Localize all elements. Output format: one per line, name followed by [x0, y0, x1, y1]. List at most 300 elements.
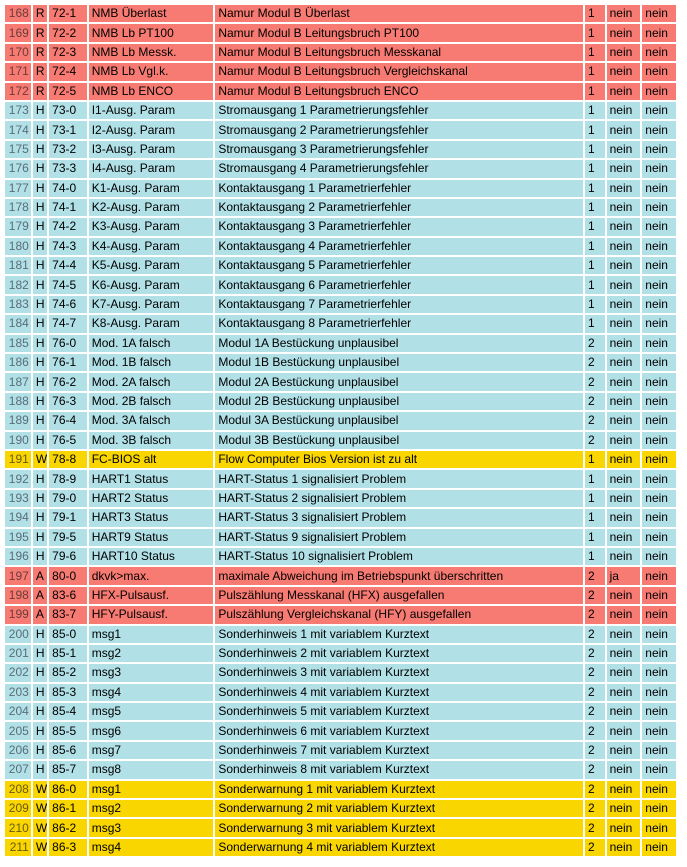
table-row	[5, 160, 676, 177]
flag-1: nein	[607, 24, 641, 41]
short-text: K1-Ausg. Param	[89, 180, 214, 197]
short-text: K4-Ausg. Param	[89, 238, 214, 255]
description: Sonderwarnung 2 mit variablem Kurztext	[215, 800, 583, 817]
row-number: 188	[5, 393, 31, 410]
event-code: 72-4	[49, 63, 87, 80]
short-text: NMB Lb Messk.	[89, 44, 214, 61]
table-row	[5, 63, 676, 80]
description: HART-Status 10 signalisiert Problem	[215, 548, 583, 565]
flag-2: nein	[642, 24, 676, 41]
flag-2: nein	[642, 470, 676, 487]
description: HART-Status 2 signalisiert Problem	[215, 490, 583, 507]
table-row	[5, 121, 676, 138]
flag-2: nein	[642, 567, 676, 584]
priority: 2	[585, 742, 605, 759]
priority: 2	[585, 412, 605, 429]
flag-2: nein	[642, 393, 676, 410]
event-code: 83-7	[49, 606, 87, 623]
description: Kontaktausgang 4 Parametrierfehler	[215, 238, 583, 255]
flag-2: nein	[642, 354, 676, 371]
event-type: H	[33, 664, 47, 681]
table-row	[5, 44, 676, 61]
flag-1: nein	[607, 839, 641, 856]
row-number: 186	[5, 354, 31, 371]
table-row	[5, 276, 676, 293]
flag-2: nein	[642, 276, 676, 293]
event-code: 85-3	[49, 684, 87, 701]
flag-2: nein	[642, 257, 676, 274]
flag-1: nein	[607, 781, 641, 798]
short-text: HART2 Status	[89, 490, 214, 507]
priority: 1	[585, 121, 605, 138]
flag-2: nein	[642, 5, 676, 22]
event-code: 72-2	[49, 24, 87, 41]
flag-2: nein	[642, 509, 676, 526]
description: Modul 3B Bestückung unplausibel	[215, 432, 583, 449]
description: Kontaktausgang 2 Parametrierfehler	[215, 199, 583, 216]
short-text: K8-Ausg. Param	[89, 315, 214, 332]
event-code: 74-0	[49, 180, 87, 197]
table-row	[5, 819, 676, 836]
event-type: H	[33, 354, 47, 371]
flag-1: nein	[607, 393, 641, 410]
short-text: msg4	[89, 839, 214, 856]
flag-1: nein	[607, 509, 641, 526]
flag-1: nein	[607, 529, 641, 546]
priority: 2	[585, 761, 605, 778]
event-type: H	[33, 548, 47, 565]
short-text: K5-Ausg. Param	[89, 257, 214, 274]
table-row	[5, 5, 676, 22]
flag-1: nein	[607, 141, 641, 158]
row-number: 176	[5, 160, 31, 177]
short-text: Mod. 2B falsch	[89, 393, 214, 410]
description: Namur Modul B Überlast	[215, 5, 583, 22]
table-row	[5, 141, 676, 158]
table-row	[5, 722, 676, 739]
description: Kontaktausgang 8 Parametrierfehler	[215, 315, 583, 332]
row-number: 206	[5, 742, 31, 759]
event-code: 73-1	[49, 121, 87, 138]
event-code: 79-1	[49, 509, 87, 526]
row-number: 184	[5, 315, 31, 332]
description: Sonderhinweis 7 mit variablem Kurztext	[215, 742, 583, 759]
event-type: H	[33, 180, 47, 197]
priority: 2	[585, 393, 605, 410]
flag-2: nein	[642, 238, 676, 255]
priority: 2	[585, 373, 605, 390]
event-code: 74-7	[49, 315, 87, 332]
description: Sonderhinweis 3 mit variablem Kurztext	[215, 664, 583, 681]
event-type: R	[33, 83, 47, 100]
flag-2: nein	[642, 606, 676, 623]
event-code: 76-2	[49, 373, 87, 390]
table-row	[5, 199, 676, 216]
priority: 2	[585, 839, 605, 856]
row-number: 193	[5, 490, 31, 507]
flag-1: nein	[607, 121, 641, 138]
event-code: 74-3	[49, 238, 87, 255]
description: Sonderhinweis 6 mit variablem Kurztext	[215, 722, 583, 739]
short-text: K3-Ausg. Param	[89, 218, 214, 235]
event-type: H	[33, 199, 47, 216]
row-number: 170	[5, 44, 31, 61]
flag-2: nein	[642, 44, 676, 61]
flag-1: nein	[607, 819, 641, 836]
priority: 1	[585, 141, 605, 158]
event-code: 78-9	[49, 470, 87, 487]
table-row	[5, 529, 676, 546]
table-row	[5, 238, 676, 255]
priority: 1	[585, 315, 605, 332]
priority: 1	[585, 451, 605, 468]
priority: 2	[585, 703, 605, 720]
row-number: 177	[5, 180, 31, 197]
flag-2: nein	[642, 800, 676, 817]
event-code: 85-1	[49, 645, 87, 662]
short-text: Mod. 3A falsch	[89, 412, 214, 429]
table-row	[5, 664, 676, 681]
event-code: 76-0	[49, 335, 87, 352]
short-text: Mod. 3B falsch	[89, 432, 214, 449]
flag-2: nein	[642, 722, 676, 739]
row-number: 185	[5, 335, 31, 352]
row-number: 194	[5, 509, 31, 526]
event-type: H	[33, 684, 47, 701]
description: Kontaktausgang 5 Parametrierfehler	[215, 257, 583, 274]
event-type: H	[33, 102, 47, 119]
priority: 1	[585, 5, 605, 22]
flag-1: nein	[607, 335, 641, 352]
description: Sonderwarnung 3 mit variablem Kurztext	[215, 819, 583, 836]
event-type: H	[33, 238, 47, 255]
event-code: 85-4	[49, 703, 87, 720]
flag-2: nein	[642, 180, 676, 197]
row-number: 187	[5, 373, 31, 390]
priority: 2	[585, 354, 605, 371]
flag-1: nein	[607, 548, 641, 565]
event-type: A	[33, 587, 47, 604]
event-type: H	[33, 257, 47, 274]
event-code: 86-2	[49, 819, 87, 836]
short-text: K7-Ausg. Param	[89, 296, 214, 313]
row-number: 197	[5, 567, 31, 584]
short-text: I1-Ausg. Param	[89, 102, 214, 119]
flag-2: nein	[642, 121, 676, 138]
event-code: 85-7	[49, 761, 87, 778]
short-text: NMB Überlast	[89, 5, 214, 22]
event-type: W	[33, 839, 47, 856]
table-row	[5, 257, 676, 274]
flag-2: nein	[642, 664, 676, 681]
event-type: H	[33, 315, 47, 332]
short-text: msg2	[89, 645, 214, 662]
short-text: K2-Ausg. Param	[89, 199, 214, 216]
priority: 1	[585, 102, 605, 119]
description: Modul 2A Bestückung unplausibel	[215, 373, 583, 390]
flag-2: nein	[642, 63, 676, 80]
description: Sonderwarnung 1 mit variablem Kurztext	[215, 781, 583, 798]
event-code: 73-0	[49, 102, 87, 119]
flag-1: nein	[607, 664, 641, 681]
event-type: H	[33, 703, 47, 720]
description: Flow Computer Bios Version ist zu alt	[215, 451, 583, 468]
flag-2: nein	[642, 761, 676, 778]
row-number: 207	[5, 761, 31, 778]
flag-1: nein	[607, 645, 641, 662]
flag-2: nein	[642, 529, 676, 546]
event-code: 74-1	[49, 199, 87, 216]
short-text: HART1 Status	[89, 470, 214, 487]
priority: 1	[585, 296, 605, 313]
flag-1: nein	[607, 800, 641, 817]
priority: 2	[585, 684, 605, 701]
event-type: H	[33, 121, 47, 138]
event-type: A	[33, 567, 47, 584]
short-text: I3-Ausg. Param	[89, 141, 214, 158]
row-number: 189	[5, 412, 31, 429]
flag-2: nein	[642, 645, 676, 662]
row-number: 179	[5, 218, 31, 235]
event-type: H	[33, 432, 47, 449]
flag-2: nein	[642, 839, 676, 856]
event-type: R	[33, 5, 47, 22]
priority: 2	[585, 587, 605, 604]
event-rows	[5, 5, 676, 856]
flag-2: nein	[642, 315, 676, 332]
row-number: 209	[5, 800, 31, 817]
event-code: 76-5	[49, 432, 87, 449]
flag-2: nein	[642, 781, 676, 798]
flag-1: nein	[607, 218, 641, 235]
short-text: K6-Ausg. Param	[89, 276, 214, 293]
short-text: msg4	[89, 684, 214, 701]
table-row	[5, 781, 676, 798]
short-text: msg8	[89, 761, 214, 778]
table-row	[5, 684, 676, 701]
event-type: H	[33, 218, 47, 235]
event-type: H	[33, 412, 47, 429]
event-type: H	[33, 335, 47, 352]
description: Namur Modul B Leitungsbruch Vergleichskanal	[215, 63, 583, 80]
flag-1: nein	[607, 199, 641, 216]
flag-2: nein	[642, 703, 676, 720]
short-text: NMB Lb ENCO	[89, 83, 214, 100]
priority: 1	[585, 160, 605, 177]
event-type: H	[33, 160, 47, 177]
description: Modul 2B Bestückung unplausibel	[215, 393, 583, 410]
description: Namur Modul B Leitungsbruch ENCO	[215, 83, 583, 100]
flag-1: nein	[607, 180, 641, 197]
event-type: R	[33, 63, 47, 80]
priority: 2	[585, 645, 605, 662]
flag-2: nein	[642, 432, 676, 449]
event-code: 72-1	[49, 5, 87, 22]
row-number: 192	[5, 470, 31, 487]
row-number: 168	[5, 5, 31, 22]
flag-1: nein	[607, 587, 641, 604]
flag-2: nein	[642, 83, 676, 100]
event-type: H	[33, 722, 47, 739]
table-row	[5, 451, 676, 468]
event-type: H	[33, 276, 47, 293]
priority: 1	[585, 490, 605, 507]
table-row	[5, 335, 676, 352]
row-number: 181	[5, 257, 31, 274]
event-code: 79-5	[49, 529, 87, 546]
flag-2: nein	[642, 199, 676, 216]
row-number: 172	[5, 83, 31, 100]
table-row	[5, 24, 676, 41]
event-type: H	[33, 742, 47, 759]
event-type: H	[33, 373, 47, 390]
event-type: H	[33, 490, 47, 507]
table-row	[5, 800, 676, 817]
priority: 2	[585, 664, 605, 681]
short-text: msg6	[89, 722, 214, 739]
description: Pulszählung Vergleichskanal (HFY) ausgefallen	[215, 606, 583, 623]
event-code: 72-3	[49, 44, 87, 61]
flag-1: nein	[607, 315, 641, 332]
table-row	[5, 587, 676, 604]
short-text: HFX-Pulsausf.	[89, 587, 214, 604]
flag-2: nein	[642, 296, 676, 313]
flag-2: nein	[642, 335, 676, 352]
table-row	[5, 626, 676, 643]
table-row	[5, 393, 676, 410]
event-code: 76-3	[49, 393, 87, 410]
flag-2: nein	[642, 684, 676, 701]
row-number: 211	[5, 839, 31, 856]
flag-1: nein	[607, 238, 641, 255]
row-number: 173	[5, 102, 31, 119]
short-text: FC-BIOS alt	[89, 451, 214, 468]
row-number: 204	[5, 703, 31, 720]
table-row	[5, 102, 676, 119]
flag-1: nein	[607, 470, 641, 487]
description: Kontaktausgang 6 Parametrierfehler	[215, 276, 583, 293]
priority: 1	[585, 509, 605, 526]
priority: 1	[585, 199, 605, 216]
priority: 1	[585, 470, 605, 487]
flag-1: nein	[607, 432, 641, 449]
priority: 1	[585, 276, 605, 293]
row-number: 180	[5, 238, 31, 255]
flag-1: nein	[607, 703, 641, 720]
table-row	[5, 490, 676, 507]
event-code: 85-6	[49, 742, 87, 759]
event-code: 80-0	[49, 567, 87, 584]
table-row	[5, 412, 676, 429]
row-number: 191	[5, 451, 31, 468]
description: Modul 1A Bestückung unplausibel	[215, 335, 583, 352]
short-text: HART3 Status	[89, 509, 214, 526]
description: Namur Modul B Leitungsbruch Messkanal	[215, 44, 583, 61]
table-row	[5, 548, 676, 565]
event-code: 79-6	[49, 548, 87, 565]
flag-1: nein	[607, 354, 641, 371]
flag-2: nein	[642, 548, 676, 565]
flag-2: nein	[642, 587, 676, 604]
event-type: H	[33, 470, 47, 487]
priority: 1	[585, 180, 605, 197]
short-text: msg1	[89, 781, 214, 798]
flag-1: nein	[607, 606, 641, 623]
flag-1: ja	[607, 567, 641, 584]
description: HART-Status 1 signalisiert Problem	[215, 470, 583, 487]
priority: 2	[585, 335, 605, 352]
row-number: 183	[5, 296, 31, 313]
description: Sonderhinweis 1 mit variablem Kurztext	[215, 626, 583, 643]
table-row	[5, 470, 676, 487]
row-number: 190	[5, 432, 31, 449]
flag-2: nein	[642, 626, 676, 643]
flag-2: nein	[642, 218, 676, 235]
event-code: 78-8	[49, 451, 87, 468]
event-type: W	[33, 451, 47, 468]
flag-2: nein	[642, 490, 676, 507]
row-number: 175	[5, 141, 31, 158]
short-text: msg3	[89, 819, 214, 836]
flag-1: nein	[607, 761, 641, 778]
short-text: msg2	[89, 800, 214, 817]
description: Sonderhinweis 2 mit variablem Kurztext	[215, 645, 583, 662]
priority: 2	[585, 606, 605, 623]
priority: 2	[585, 626, 605, 643]
row-number: 178	[5, 199, 31, 216]
event-type: H	[33, 626, 47, 643]
flag-1: nein	[607, 626, 641, 643]
flag-2: nein	[642, 451, 676, 468]
flag-1: nein	[607, 63, 641, 80]
event-type: H	[33, 296, 47, 313]
flag-1: nein	[607, 44, 641, 61]
event-table	[3, 3, 678, 858]
short-text: msg5	[89, 703, 214, 720]
row-number: 198	[5, 587, 31, 604]
row-number: 169	[5, 24, 31, 41]
event-code: 85-5	[49, 722, 87, 739]
priority: 1	[585, 218, 605, 235]
description: Kontaktausgang 1 Parametrierfehler	[215, 180, 583, 197]
description: HART-Status 9 signalisiert Problem	[215, 529, 583, 546]
flag-1: nein	[607, 684, 641, 701]
table-row	[5, 218, 676, 235]
event-code: 86-3	[49, 839, 87, 856]
description: Sonderhinweis 5 mit variablem Kurztext	[215, 703, 583, 720]
short-text: Mod. 1A falsch	[89, 335, 214, 352]
flag-1: nein	[607, 373, 641, 390]
event-code: 73-2	[49, 141, 87, 158]
priority: 1	[585, 548, 605, 565]
flag-2: nein	[642, 141, 676, 158]
event-code: 74-6	[49, 296, 87, 313]
priority: 2	[585, 819, 605, 836]
event-type: W	[33, 800, 47, 817]
description: Modul 3A Bestückung unplausibel	[215, 412, 583, 429]
table-row	[5, 606, 676, 623]
priority: 2	[585, 432, 605, 449]
short-text: Mod. 2A falsch	[89, 373, 214, 390]
row-number: 195	[5, 529, 31, 546]
event-type: H	[33, 529, 47, 546]
priority: 1	[585, 44, 605, 61]
description: Stromausgang 3 Parametrierungsfehler	[215, 141, 583, 158]
event-type: H	[33, 393, 47, 410]
flag-1: nein	[607, 257, 641, 274]
row-number: 174	[5, 121, 31, 138]
event-code: 86-1	[49, 800, 87, 817]
